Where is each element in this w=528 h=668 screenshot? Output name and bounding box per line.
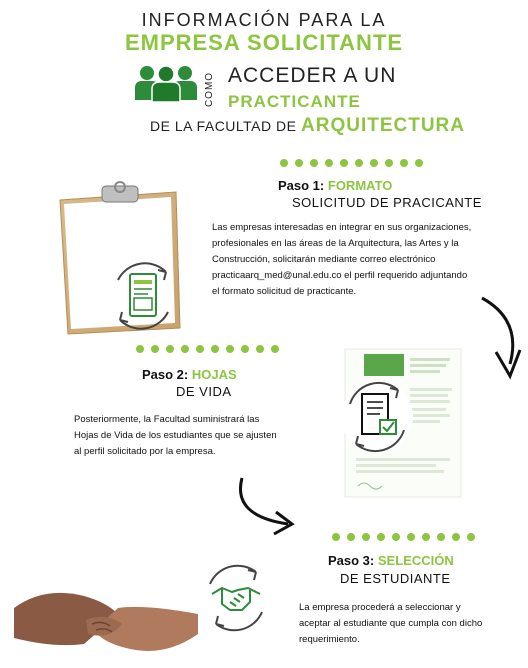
document-check-icon bbox=[338, 378, 416, 456]
header-line-4: PRACTICANTE bbox=[228, 92, 361, 111]
step-1-line: Las empresas interesadas en integrar en sus organizaciones, bbox=[212, 222, 472, 233]
step-1-subtitle: SOLICITUD DE PRACICANTE bbox=[292, 195, 482, 210]
step-1-line: Construcción, solicitarán mediante correo electrónico bbox=[212, 254, 436, 265]
step-1-line: practicaarq_med@unal.edu.co el perfil requerido adjuntando bbox=[212, 270, 468, 281]
header-line-2: EMPRESA SOLICITANTE bbox=[124, 30, 404, 55]
step-1-line: el formato solicitud de practicante. bbox=[212, 286, 357, 297]
step-2-text bbox=[74, 412, 277, 460]
step-3-line: aceptar al estudiante que cumpla con dicho bbox=[299, 618, 483, 629]
curved-arrow-icon bbox=[226, 472, 302, 538]
step-3-subtitle: DE ESTUDIANTE bbox=[340, 571, 451, 586]
header-line-5: DE LA FACULTAD DE bbox=[150, 118, 297, 134]
step-2-line: al perfil solicitado por la empresa. bbox=[74, 446, 216, 457]
header-line-1: INFORMACIÓN PARA LA bbox=[141, 10, 387, 30]
step-1-label: Paso 1: bbox=[278, 178, 325, 193]
step-2-title: HOJAS bbox=[191, 367, 237, 382]
step-3-label: Paso 3: bbox=[328, 553, 375, 568]
step-1-title: FORMATO bbox=[327, 178, 393, 193]
step-2-dots bbox=[136, 345, 279, 353]
step-1-heading bbox=[278, 178, 392, 193]
handshake-cycle-icon bbox=[198, 560, 274, 636]
step-2-label: Paso 2: bbox=[142, 367, 189, 382]
step-3-title: SELECCIÓN bbox=[377, 553, 454, 568]
step-3-text bbox=[299, 600, 482, 648]
people-icon bbox=[134, 64, 198, 102]
header-line-5-highlight: ARQUITECTURA bbox=[301, 115, 465, 136]
como-label-wrap bbox=[206, 70, 220, 112]
step-3-line: requerimiento. bbox=[299, 634, 360, 645]
step-2-heading bbox=[142, 367, 237, 382]
step-1-text bbox=[212, 220, 471, 300]
step-1-dots bbox=[280, 159, 423, 167]
step-2-line: Hojas de Vida de los estudiantes que se ajusten bbox=[74, 430, 277, 441]
handshake-photo bbox=[14, 574, 198, 668]
como-label: COMO bbox=[204, 71, 216, 108]
step-2-subtitle: DE VIDA bbox=[176, 384, 232, 399]
curved-arrow-icon bbox=[468, 292, 526, 390]
step-3-line: La empresa procederá a seleccionar y bbox=[299, 602, 461, 613]
step-2-line: Posteriormente, la Facultad suministrará las bbox=[74, 414, 260, 425]
step-3-dots bbox=[332, 533, 475, 541]
step-1-line: profesionales en las áreas de la Arquitectura, las Artes y la bbox=[212, 238, 459, 249]
form-cycle-icon bbox=[104, 258, 182, 334]
header-line-3: ACCEDER A UN bbox=[228, 64, 397, 87]
step-3-heading bbox=[328, 553, 454, 568]
